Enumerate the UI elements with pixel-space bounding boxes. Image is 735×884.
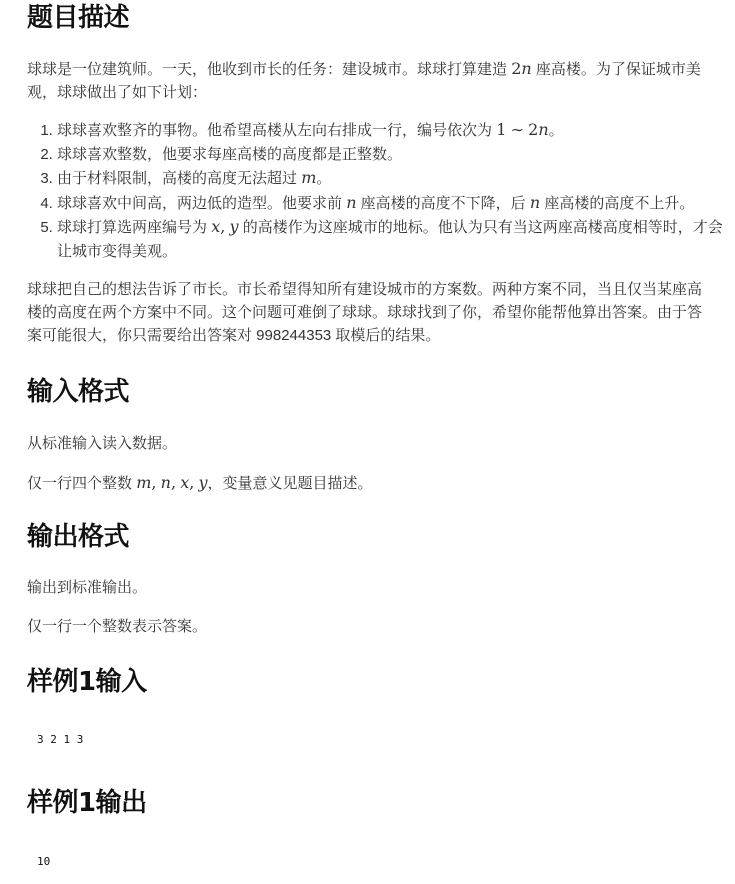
text-span: 座高楼。为了保证城市美观，球球做出了如下计划： — [27, 61, 701, 101]
text-span: 的高楼作为这座城市的地标。他认为只有当这两座高楼高度相等时，才会让城市变得美观。 — [57, 219, 723, 260]
input-format-paragraph-1: 从标准输入读入数据。 — [27, 435, 178, 452]
section-title-sample1-output: 样例1输出 — [27, 788, 147, 818]
text-span: 。 — [548, 122, 564, 139]
text-span: 仅一行四个整数 — [27, 475, 133, 492]
sample1-input-code: 3 2 1 3 — [37, 733, 84, 746]
math-variable-x: x — [180, 473, 190, 492]
text-span: 。 — [316, 170, 332, 187]
list-item — [57, 215, 735, 263]
section-title-sample1-input: 样例1输入 — [27, 667, 147, 697]
math-variable-n: n — [529, 192, 541, 212]
math-variable-m: m — [301, 168, 317, 187]
list-item — [57, 191, 735, 216]
section-title-output-format: 输出格式 — [27, 522, 130, 552]
math-number: 2 — [511, 59, 522, 78]
description-paragraph-2: 球球把自己的想法告诉了市长。市长希望得知所有建设城市的方案数。两种方案不同，当且仅当某座高楼的高度在两个方案中不同。这个问题可难倒了球球。球球找到了你，希望你能帮他算出答案。由于答案可能很大，你只需要给出答案对 998244353 取模后的结果。 — [27, 281, 703, 344]
section-title-input-format: 输入格式 — [27, 377, 130, 407]
text-span: 由于材料限制，高楼的高度无法超过 — [57, 170, 298, 187]
sample1-output-code: 10 — [37, 855, 51, 868]
math-variable-n: n — [160, 473, 171, 492]
list-item — [57, 166, 735, 191]
section-title-description: 题目描述 — [27, 3, 130, 33]
input-format-paragraph-2 — [27, 471, 373, 495]
list-item — [57, 118, 735, 143]
math-variable-m: m — [136, 473, 152, 492]
output-format-paragraph-2: 仅一行一个整数表示答案。 — [27, 618, 208, 635]
description-paragraph-1 — [27, 57, 707, 104]
text-span: 球球打算选两座编号为 — [57, 219, 208, 236]
math-comma: , — [170, 473, 177, 492]
text-span: 座高楼的高度不下降，后 — [360, 194, 526, 212]
math-comma: , — [220, 217, 226, 236]
math-variable-n: n — [346, 192, 357, 212]
math-variable-x: x — [211, 217, 221, 236]
math-tilde: ∼ — [510, 120, 524, 139]
math-variable-n: n — [538, 120, 549, 139]
list-item — [57, 143, 735, 167]
text-span: 球球是一位建筑师。一天，他收到市长的任务：建设城市。球球打算建造 — [27, 61, 508, 78]
text-span: ，变量意义见题目描述。 — [207, 475, 373, 492]
math-variable-y: y — [198, 473, 208, 492]
math-comma: , — [151, 473, 157, 492]
math-number: 1 — [496, 120, 507, 139]
plan-list — [27, 118, 735, 263]
math-comma: , — [189, 473, 195, 492]
text-span: 座高楼的高度不上升。 — [544, 194, 695, 212]
math-variable-n: n — [521, 59, 532, 78]
math-variable-y: y — [229, 217, 239, 236]
text-span: 球球喜欢中间高，两边低的造型。他要求前 — [57, 194, 343, 212]
text-span: 球球喜欢整数，他要求每座高楼的高度都是正整数。 — [57, 145, 403, 163]
output-format-paragraph-1: 输出到标准输出。 — [27, 579, 148, 596]
math-number: 2 — [528, 120, 539, 139]
text-span: 球球喜欢整齐的事物。他希望高楼从左向右排成一行，编号依次为 — [57, 122, 493, 139]
